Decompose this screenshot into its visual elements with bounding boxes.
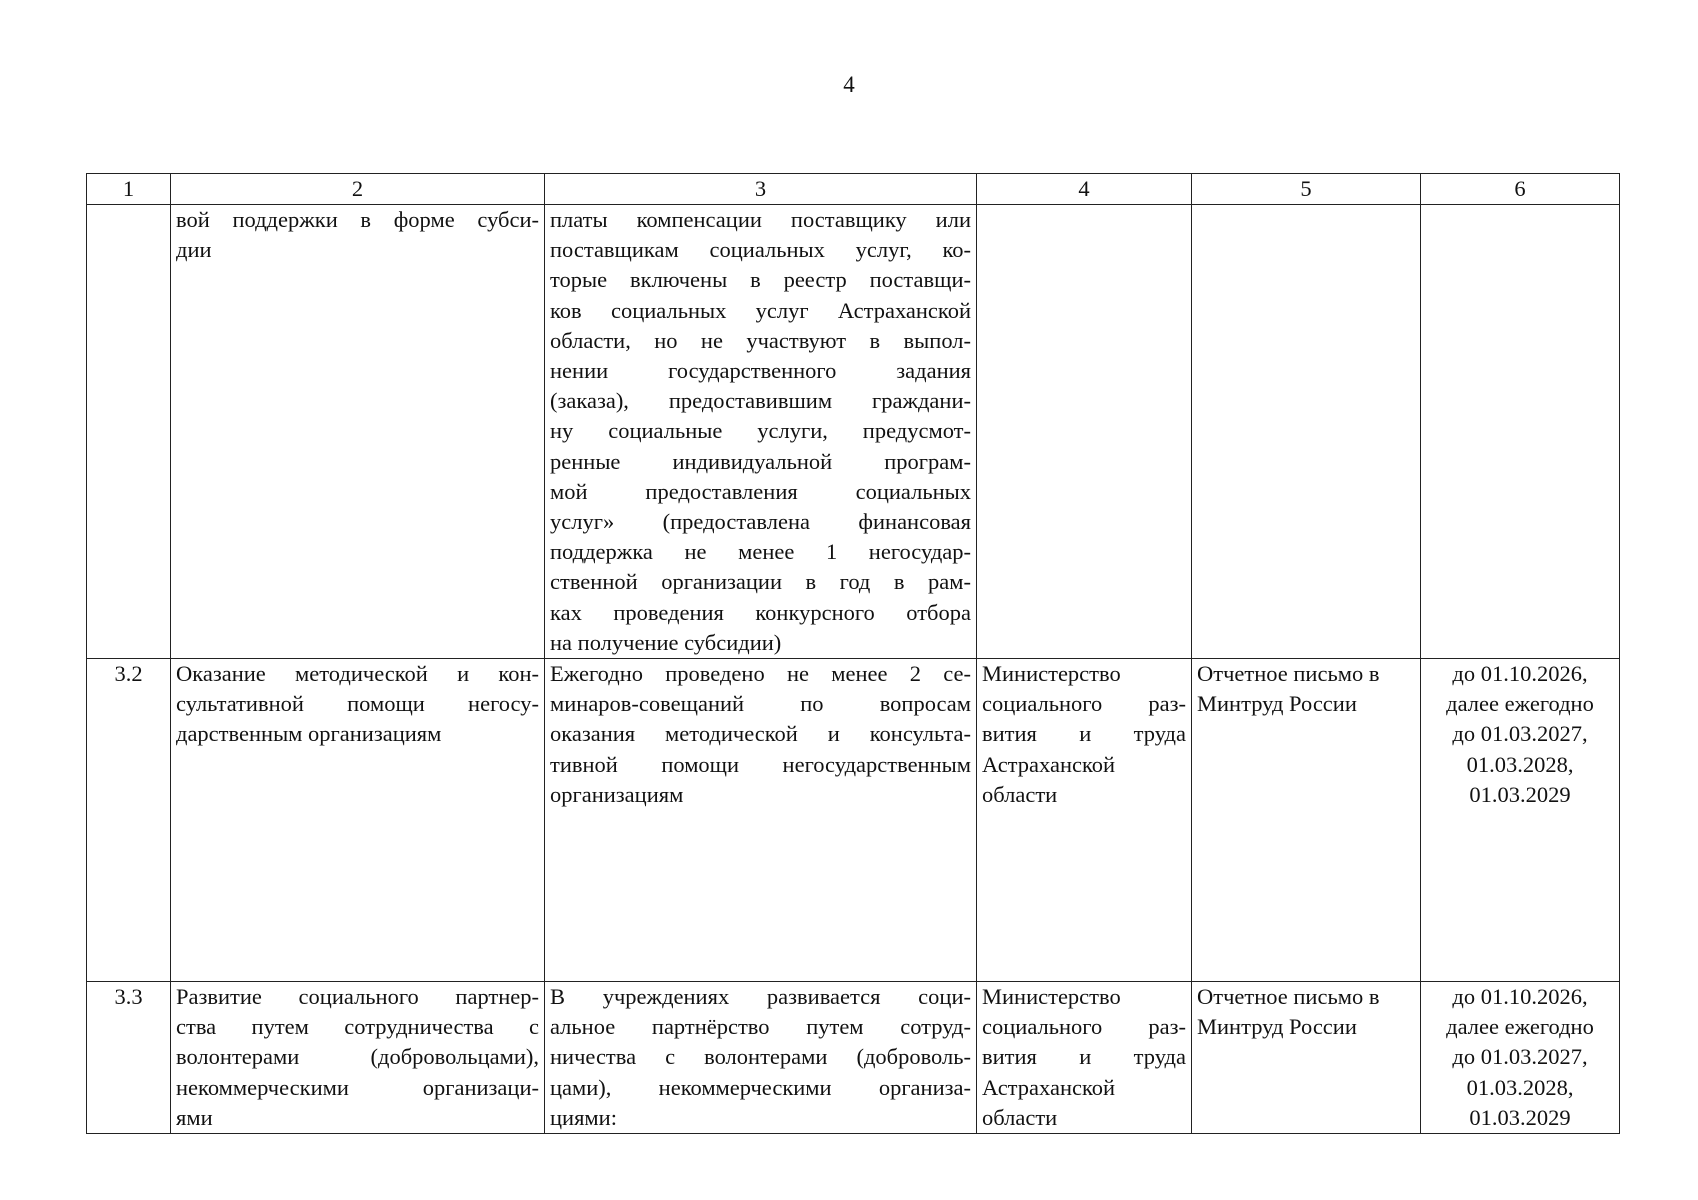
column-header: 6 bbox=[1421, 174, 1620, 205]
row-number: 3.2 bbox=[87, 659, 171, 982]
responsible-cell bbox=[977, 659, 1192, 982]
cell-line: мой предоставления социальных bbox=[550, 478, 971, 504]
cell-line: социального раз- bbox=[982, 691, 1186, 717]
event-cell bbox=[171, 982, 545, 1134]
cell-line: альное партнёрство путем сотруд- bbox=[550, 1014, 971, 1040]
cell-line: далее ежегодно bbox=[1446, 691, 1594, 717]
deadline-cell bbox=[1421, 205, 1620, 659]
cell-line: торые включены в реестр поставщи- bbox=[550, 267, 971, 293]
column-number-row bbox=[87, 174, 1620, 205]
event-cell bbox=[171, 659, 545, 982]
cell-line: до 01.10.2026, bbox=[1452, 661, 1588, 687]
cell-line: волонтерами (добровольцами), bbox=[176, 1044, 539, 1070]
cell-line: Министерство bbox=[982, 661, 1121, 687]
cell-line: области, но не участвуют в выпол- bbox=[550, 327, 971, 353]
responsible-cell bbox=[977, 982, 1192, 1134]
result-cell bbox=[545, 205, 977, 659]
cell-line: ках проведения конкурсного отбора bbox=[550, 599, 971, 625]
cell-line: сультативной помощи негосу- bbox=[176, 691, 539, 717]
cell-line: ства путем сотрудничества с bbox=[176, 1014, 539, 1040]
cell-line: 01.03.2028, bbox=[1466, 1074, 1574, 1100]
cell-line: (заказа), предоставившим граждани- bbox=[550, 388, 971, 414]
column-header: 5 bbox=[1192, 174, 1421, 205]
cell-line: Астраханской bbox=[982, 751, 1116, 777]
page-number: 4 bbox=[843, 72, 855, 97]
deadline-cell bbox=[1421, 982, 1620, 1134]
cell-line: услуг» (предоставлена финансовая bbox=[550, 509, 971, 535]
column-header: 2 bbox=[171, 174, 545, 205]
deadline-cell bbox=[1421, 659, 1620, 982]
cell-line: 01.03.2029 bbox=[1469, 781, 1571, 807]
cell-line: оказания методической и консульта- bbox=[550, 721, 971, 747]
cell-line: ничества с волонтерами (доброволь- bbox=[550, 1044, 971, 1070]
event-cell bbox=[171, 205, 545, 659]
document-cell bbox=[1192, 205, 1421, 659]
column-header: 1 bbox=[87, 174, 171, 205]
cell-line: на получение субсидии) bbox=[550, 629, 782, 655]
cell-line: цами), некоммерческими организа- bbox=[550, 1074, 971, 1100]
cell-line: Отчетное письмо в bbox=[1197, 984, 1380, 1010]
cell-line: Минтруд России bbox=[1197, 1014, 1357, 1040]
cell-line: Министерство bbox=[982, 984, 1121, 1010]
cell-line: вития и труда bbox=[982, 1044, 1186, 1070]
cell-line: Развитие социального партнер- bbox=[176, 984, 539, 1010]
cell-line: ренные индивидуальной програм- bbox=[550, 448, 971, 474]
table-row bbox=[87, 982, 1620, 1134]
cell-line: 01.03.2029 bbox=[1469, 1104, 1571, 1130]
cell-line: поставщикам социальных услуг, ко- bbox=[550, 237, 971, 263]
cell-line: платы компенсации поставщику или bbox=[550, 207, 971, 232]
cell-line: минаров-совещаний по вопросам bbox=[550, 691, 971, 717]
cell-line: области bbox=[982, 1104, 1058, 1130]
cell-line: тивной помощи негосударственным bbox=[550, 751, 971, 777]
cell-line: до 01.10.2026, bbox=[1452, 984, 1588, 1010]
cell-line: ну социальные услуги, предусмот- bbox=[550, 418, 971, 444]
document-cell bbox=[1192, 659, 1421, 982]
column-header: 4 bbox=[977, 174, 1192, 205]
cell-line: дии bbox=[176, 237, 212, 263]
cell-line: области bbox=[982, 781, 1058, 807]
result-cell bbox=[545, 659, 977, 982]
result-cell bbox=[545, 982, 977, 1134]
responsible-cell bbox=[977, 205, 1192, 659]
cell-line: дарственным организациям bbox=[176, 721, 442, 747]
plan-table bbox=[86, 173, 1620, 1134]
cell-line: до 01.03.2027, bbox=[1452, 721, 1588, 747]
cell-line: Минтруд России bbox=[1197, 691, 1357, 717]
column-header: 3 bbox=[545, 174, 977, 205]
cell-line: 01.03.2028, bbox=[1466, 751, 1574, 777]
cell-line: организациям bbox=[550, 781, 684, 807]
cell-line: далее ежегодно bbox=[1446, 1014, 1594, 1040]
table-row bbox=[87, 205, 1620, 659]
cell-line: циями: bbox=[550, 1104, 617, 1130]
cell-line: Оказание методической и кон- bbox=[176, 661, 539, 687]
cell-line: некоммерческими организаци- bbox=[176, 1074, 539, 1100]
cell-line: Ежегодно проведено не менее 2 се- bbox=[550, 661, 971, 687]
table-row bbox=[87, 659, 1620, 982]
cell-line: ков социальных услуг Астраханской bbox=[550, 297, 971, 323]
document-cell bbox=[1192, 982, 1421, 1134]
cell-line: Астраханской bbox=[982, 1074, 1116, 1100]
cell-line: вития и труда bbox=[982, 721, 1186, 747]
cell-line: социального раз- bbox=[982, 1014, 1186, 1040]
cell-line: Отчетное письмо в bbox=[1197, 661, 1380, 687]
cell-line: ственной организации в год в рам- bbox=[550, 569, 971, 595]
cell-line: нении государственного задания bbox=[550, 358, 971, 384]
row-number: 3.3 bbox=[87, 982, 171, 1134]
cell-line: поддержка не менее 1 негосудар- bbox=[550, 539, 971, 565]
cell-line: вой поддержки в форме субси- bbox=[176, 207, 539, 232]
cell-line: до 01.03.2027, bbox=[1452, 1044, 1588, 1070]
row-number bbox=[87, 205, 171, 659]
cell-line: ями bbox=[176, 1104, 213, 1130]
cell-line: В учреждениях развивается соци- bbox=[550, 984, 971, 1010]
